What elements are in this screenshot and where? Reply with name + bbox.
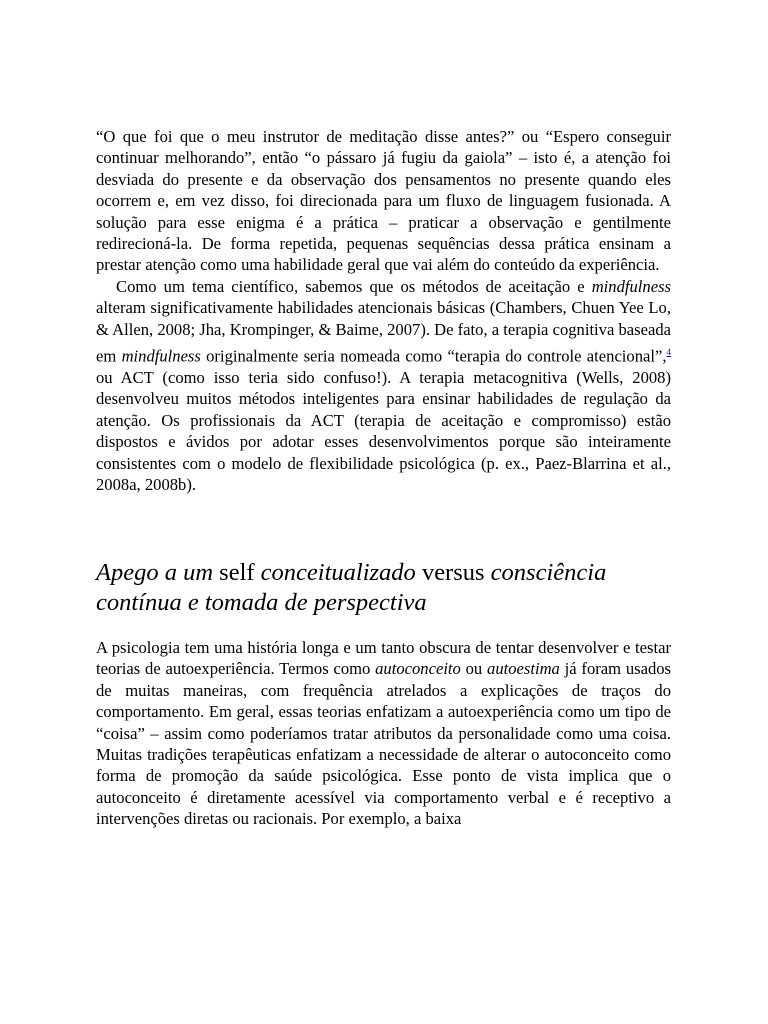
- text-run: ou ACT (como isso teria sido confuso!). A terapia metacognitiva (Wells, 2008) desenvolveu muitos métodos inteligentes para ensinar habilidades de regulação da atenção. Os profissionais da ACT (terapia de aceitação e compromisso) estão dispostos e ávidos por adotar esses desenvolvimentos porque são inteiramente consistentes com o modelo de flexibilidade psicológica (p. ex., Paez-Blarrina et al., 2008a, 2008b).: [96, 368, 671, 495]
- section-heading: [96, 558, 696, 618]
- italic-term: consciência contínua e tomada de perspectiva: [96, 559, 607, 616]
- text-run: alteram significativamente habilidades atencionais básicas (Chambers, Chuen Yee Lo, & Allen, 2008; Jha, Krompinger, & Baime, 2007). De fato, a terapia cognitiva baseada em: [96, 298, 671, 366]
- paragraph-1: [96, 126, 671, 276]
- text-run: self: [219, 559, 255, 586]
- text-run: versus: [415, 559, 485, 586]
- text-run: já foram usados de muitas maneiras, com frequência atrelados a explicações de traços do comportamento. Em geral, essas teorias enfatizam a autoexperiência como um tipo de “coisa” – assim como poderíamos tratar atributos da personalidade como uma coisa. Muitas tradições terapêuticas enfatizam a necessidade de alterar o autoconceito como forma de promoção da saúde psicológica. Esse ponto de vista implica que o autoconceito é diretamente acessível via comportamento verbal e é receptivo a intervenções diretas ou racionais. Por exemplo, a baixa: [96, 659, 671, 829]
- italic-term: mindfulness: [121, 346, 201, 366]
- italic-term: autoestima: [487, 659, 560, 679]
- italic-term: Apego a um: [96, 559, 220, 586]
- text-run: “O que foi que o meu instrutor de meditação disse antes?” ou “Espero conseguir continuar melhorando”, então “o pássaro já fugiu da gaiola” – isto é, a atenção foi desviada do presente e da observação dos pensamentos no presente quando eles ocorrem e, em vez disso, foi direcionada para um fluxo de linguagem fusionada. A solução para esse enigma é a prática – praticar a observação e gentilmente redirecioná-la. De forma repetida, pequenas sequências dessa prática ensinam a prestar atenção como uma habilidade geral que vai além do conteúdo da experiência.: [96, 127, 671, 275]
- paragraph-3: [96, 637, 671, 830]
- italic-term: conceitualizado: [254, 559, 416, 586]
- paragraph-2: [96, 276, 671, 496]
- footnote-link[interactable]: 4: [666, 347, 672, 358]
- text-run: Como um tema científico, sabemos que os métodos de aceitação e: [116, 276, 592, 296]
- italic-term: mindfulness: [591, 276, 671, 296]
- text-run: originalmente seria nomeada como “terapia do controle atencional”,: [200, 346, 667, 366]
- italic-term: autoconceito: [375, 659, 461, 679]
- text-run: A psicologia tem uma história longa e um tanto obscura de tentar desenvolver e testar teorias de autoexperiência. Termos como: [96, 638, 671, 679]
- footnote-marker: [667, 343, 672, 358]
- text-run: ou: [460, 659, 488, 679]
- body-text-top: [96, 126, 671, 495]
- body-text-section: [96, 637, 671, 830]
